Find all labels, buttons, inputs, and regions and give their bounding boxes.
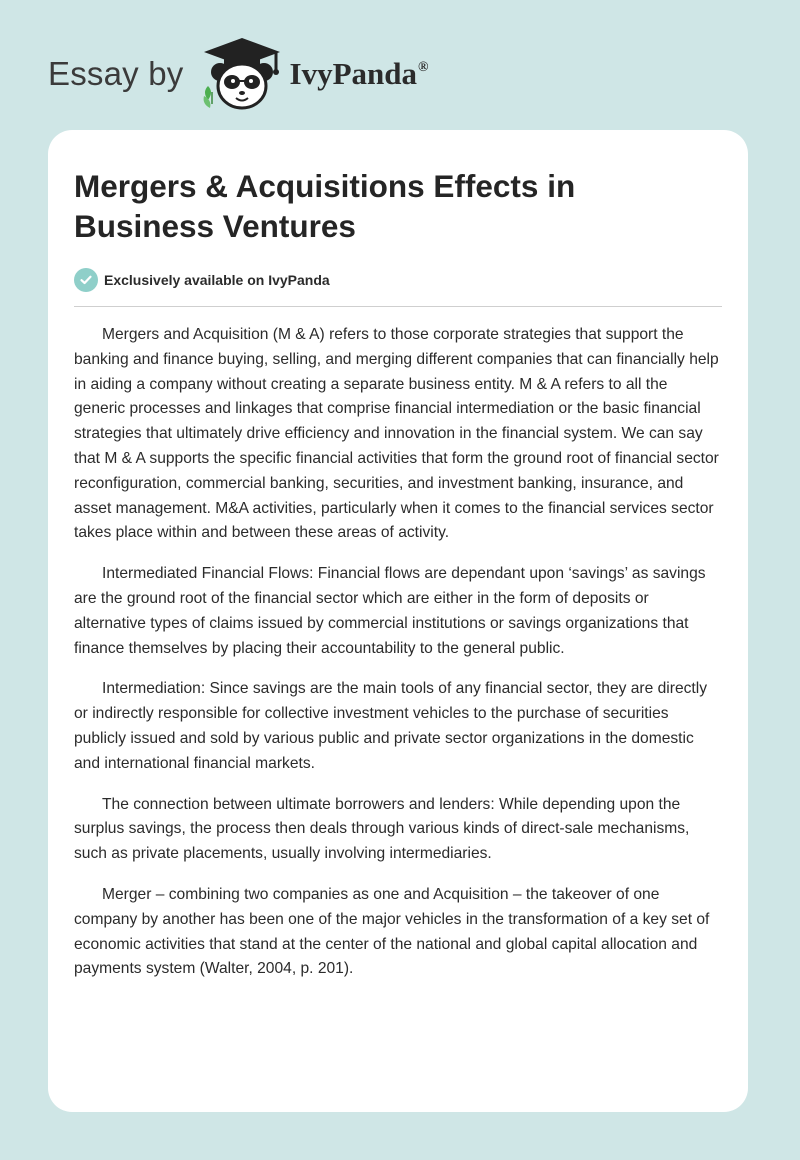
- paragraph: Merger – combining two companies as one and Acquisition – the takeover of one company by another has been one of the major vehicles in the transformation of a key set of economic activities that stand at the center of the national and global capital allocation and payments system (Walter, 2004, p. 201).: [74, 885, 710, 978]
- site-header: [48, 34, 428, 114]
- brand-name[interactable]: [290, 56, 429, 92]
- paragraph: Intermediation: Since savings are the main tools of any financial sector, they are directly or indirectly responsible for collective investment vehicles to the purchase of securities publicly issued and sold by various public and private sector organizations in the domestic and international financial markets.: [74, 680, 708, 772]
- exclusive-label: Exclusively available on IvyPanda: [104, 272, 330, 288]
- divider: [74, 306, 722, 307]
- paragraph: The connection between ultimate borrowers and lenders: While depending upon the surplus savings, the process then deals through various kinds of direct-sale mechanisms, such as private placements, usually involving intermediaries.: [74, 795, 690, 863]
- exclusive-badge: [74, 268, 722, 292]
- page-title: Mergers & Acquisitions Effects in Business Ventures: [74, 168, 576, 244]
- check-circle-icon: [74, 268, 98, 292]
- essay-card: [48, 130, 748, 1112]
- paragraph: Mergers and Acquisition (M & A) refers to those corporate strategies that support the banking and finance buying, selling, and merging different companies that can financially help in aiding a company without creating a separate business entity. M & A refers to all the generic processes and linkages that comprise financial intermediation or the basic financial strategies that ultimately drive efficiency and innovation in the financial system. We can say that M & A supports the specific financial activities that form the ground root of financial sector reconfiguration, commercial banking, securities, and investment banking, insurance, and asset management. M&A activities, particularly when it comes to the financial services sector takes place within and between these areas of activity.: [74, 326, 719, 542]
- trademark-symbol: ®: [417, 60, 429, 75]
- panda-graduate-icon[interactable]: [198, 34, 286, 114]
- essay-by-label: Essay by: [48, 55, 184, 92]
- essay-body: [74, 323, 722, 982]
- paragraph: Intermediated Financial Flows: Financial flows are dependant upon ‘savings’ as savings are the ground root of the financial sector which are either in the form of deposits or alternative types of claims issued by commercial institutions or savings organizations that finance themselves by placing their accountability to the general public.: [74, 565, 706, 657]
- brand-name-text: IvyPanda: [289, 56, 417, 91]
